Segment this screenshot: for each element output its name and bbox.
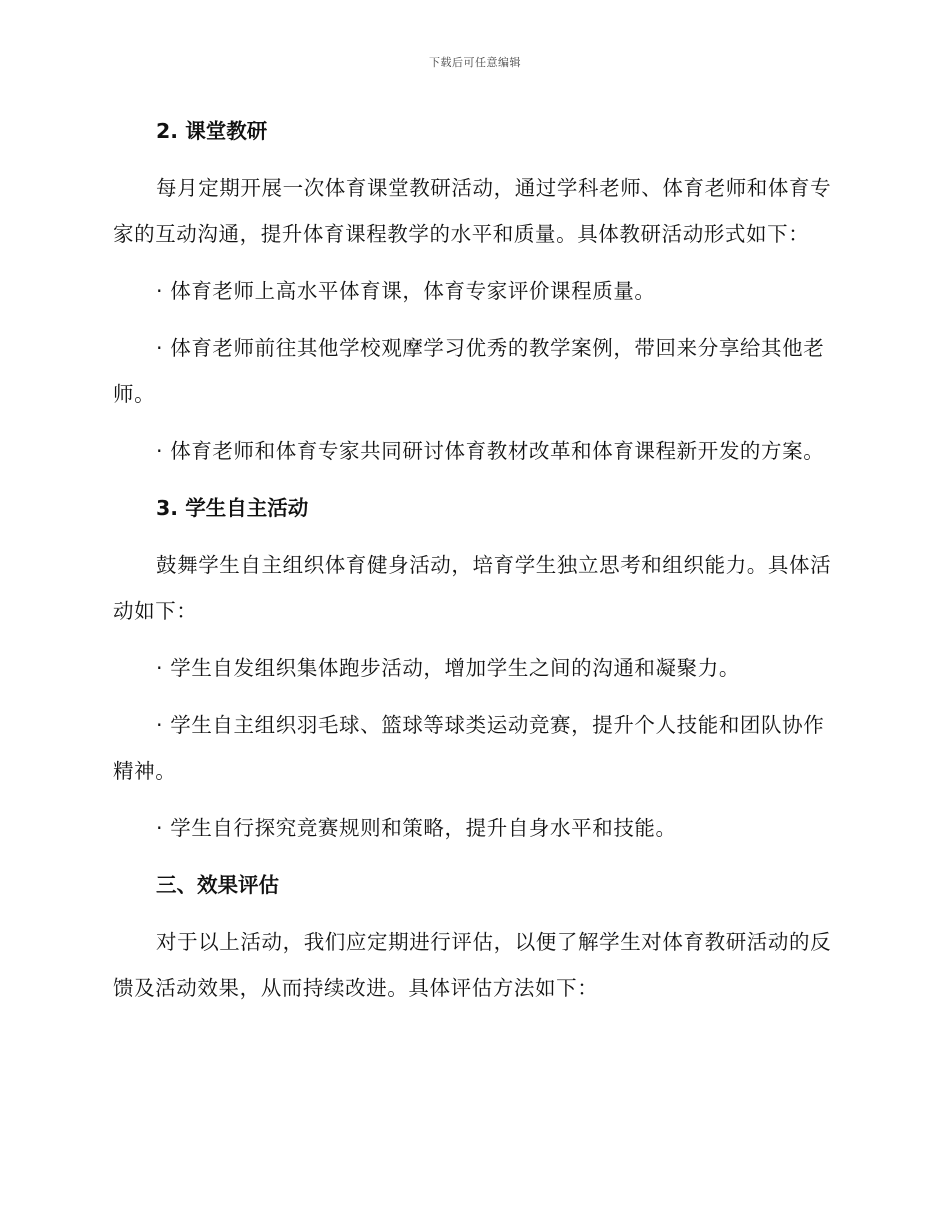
bullet-item: · 学生自行探究竞赛规则和策略，提升自身水平和技能。 — [156, 816, 677, 840]
section-heading-evaluation: 三、效果评估 — [156, 873, 279, 897]
bullet-item: · 学生自发组织集体跑步活动，增加学生之间的沟通和凝聚力。 — [156, 656, 740, 680]
paragraph-student-activities-intro: 鼓舞学生自主组织体育健身活动，培育学生独立思考和组织能力。具体活动如下： — [113, 553, 832, 623]
paragraph-classroom-research-intro: 每月定期开展一次体育课堂教研活动，通过学科老师、体育老师和体育专家的互动沟通，提升体育课程教学的水平和质量。具体教研活动形式如下： — [113, 176, 832, 246]
section-heading-student-activities: 3. 学生自主活动 — [156, 496, 309, 520]
bullet-item: · 体育老师前往其他学校观摩学习优秀的教学案例，带回来分享给其他老师。 — [113, 336, 825, 406]
bullet-item: · 体育老师和体育专家共同研讨体育教材改革和体育课程新开发的方案。 — [156, 439, 825, 463]
bullet-item: · 体育老师上高水平体育课，体育专家评价课程质量。 — [156, 279, 656, 303]
document-body — [113, 108, 833, 1022]
bullet-item: · 学生自主组织羽毛球、篮球等球类运动竞赛，提升个人技能和团队协作精神。 — [113, 713, 825, 783]
paragraph-evaluation-intro: 对于以上活动，我们应定期进行评估，以便了解学生对体育教研活动的反馈及活动效果，从而持续改进。具体评估方法如下： — [113, 930, 832, 1000]
page-header-note: 下载后可任意编辑 — [429, 56, 521, 69]
section-heading-classroom-research: 2. 课堂教研 — [156, 119, 268, 143]
